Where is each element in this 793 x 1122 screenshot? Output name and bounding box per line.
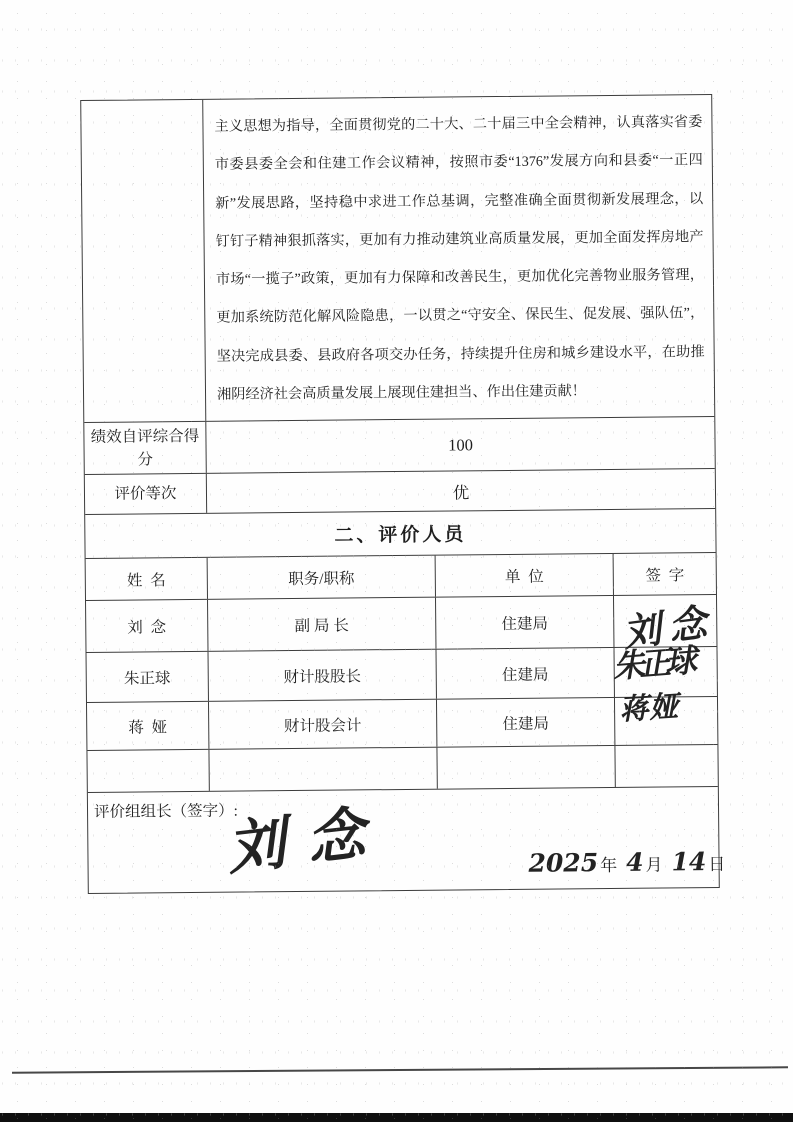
composite-score-label: 绩效自评综合得分 bbox=[84, 422, 206, 474]
signature-zhu-zhengqiu: 朱正球 bbox=[611, 641, 693, 686]
date-day: 14 bbox=[671, 847, 707, 877]
section-title-text: 二、评价人员 bbox=[334, 524, 467, 547]
composite-score-row bbox=[84, 417, 714, 475]
header-unit: 单 位 bbox=[436, 554, 614, 597]
evaluator-unit bbox=[437, 746, 615, 789]
date-month: 4 bbox=[626, 847, 644, 877]
date-day-unit: 日 bbox=[708, 854, 726, 875]
header-signature: 签 字 bbox=[645, 566, 685, 585]
evaluator-signature-cell bbox=[615, 745, 717, 787]
header-title: 职务/职称 bbox=[208, 556, 436, 599]
signature-liu-nian: 刘念 bbox=[620, 598, 718, 656]
evaluator-name: 刘 念 bbox=[86, 600, 208, 652]
page-footer-rule bbox=[12, 1066, 788, 1073]
table-row-empty bbox=[87, 745, 717, 793]
evaluator-title: 财计股会计 bbox=[209, 700, 437, 749]
evaluator-name: 蒋 娅 bbox=[87, 702, 209, 750]
grade-value: 优 bbox=[452, 482, 470, 502]
paragraph-label-cell-empty bbox=[81, 100, 206, 422]
date-month-unit: 月 bbox=[645, 855, 663, 875]
evaluators-header-row bbox=[86, 553, 716, 601]
composite-score-value: 100 bbox=[448, 434, 473, 455]
section-title-evaluators bbox=[85, 509, 715, 559]
evaluation-date bbox=[526, 847, 732, 878]
scan-edge-bar bbox=[0, 1113, 793, 1122]
evaluation-form-table bbox=[80, 94, 726, 894]
evaluator-title: 财计股股长 bbox=[209, 650, 437, 701]
leader-signature-label: 评价组组长（签字）: bbox=[93, 802, 238, 821]
evaluator-title bbox=[209, 748, 437, 791]
evaluator-unit: 住建局 bbox=[436, 596, 614, 649]
leader-signature-area bbox=[88, 787, 726, 893]
grade-row bbox=[85, 469, 715, 515]
self-evaluation-paragraph: 主义思想为指导，全面贯彻党的二十大、二十届三中全会精神，认真落实省委市委县委全会和住建工作会议精神，按照市委“1376”发展方向和县委“一正四新”发展思路，坚持稳中求进工作总基调，完整准确全面贯彻新发展理念，以钉钉子精神狠抓落实，更加有力推动建筑业高质量发展，更加全面发挥房地产市场“一揽子”政策，更加有力保障和改善民生，更加优化完善物业服务管理，更加系统防范化解风险隐患，一以贯之“守安全、保民生、促发展、强队伍”，坚决完成县委、县政府各项交办任务，持续提升住房和城乡建设水平，在助推湘阴经济社会高质量发展上展现住建担当、作出住建贡献！ bbox=[214, 114, 705, 403]
table-row bbox=[87, 688, 717, 751]
evaluator-name bbox=[87, 750, 209, 792]
evaluator-unit: 住建局 bbox=[436, 648, 614, 699]
evaluator-title: 副 局 长 bbox=[208, 598, 436, 651]
leader-signature-handwriting: 刘念 bbox=[223, 796, 391, 883]
self-evaluation-paragraph-row bbox=[81, 95, 714, 423]
signature-jiang-ya: 蒋娅 bbox=[618, 688, 681, 727]
date-year-unit: 年 bbox=[600, 855, 618, 876]
evaluator-unit: 住建局 bbox=[437, 698, 615, 747]
date-year: 2025 bbox=[528, 848, 599, 878]
evaluator-signature-cell bbox=[615, 688, 717, 745]
header-name: 姓 名 bbox=[86, 558, 208, 600]
evaluator-name: 朱正球 bbox=[87, 652, 209, 702]
grade-label: 评价等次 bbox=[85, 474, 207, 514]
